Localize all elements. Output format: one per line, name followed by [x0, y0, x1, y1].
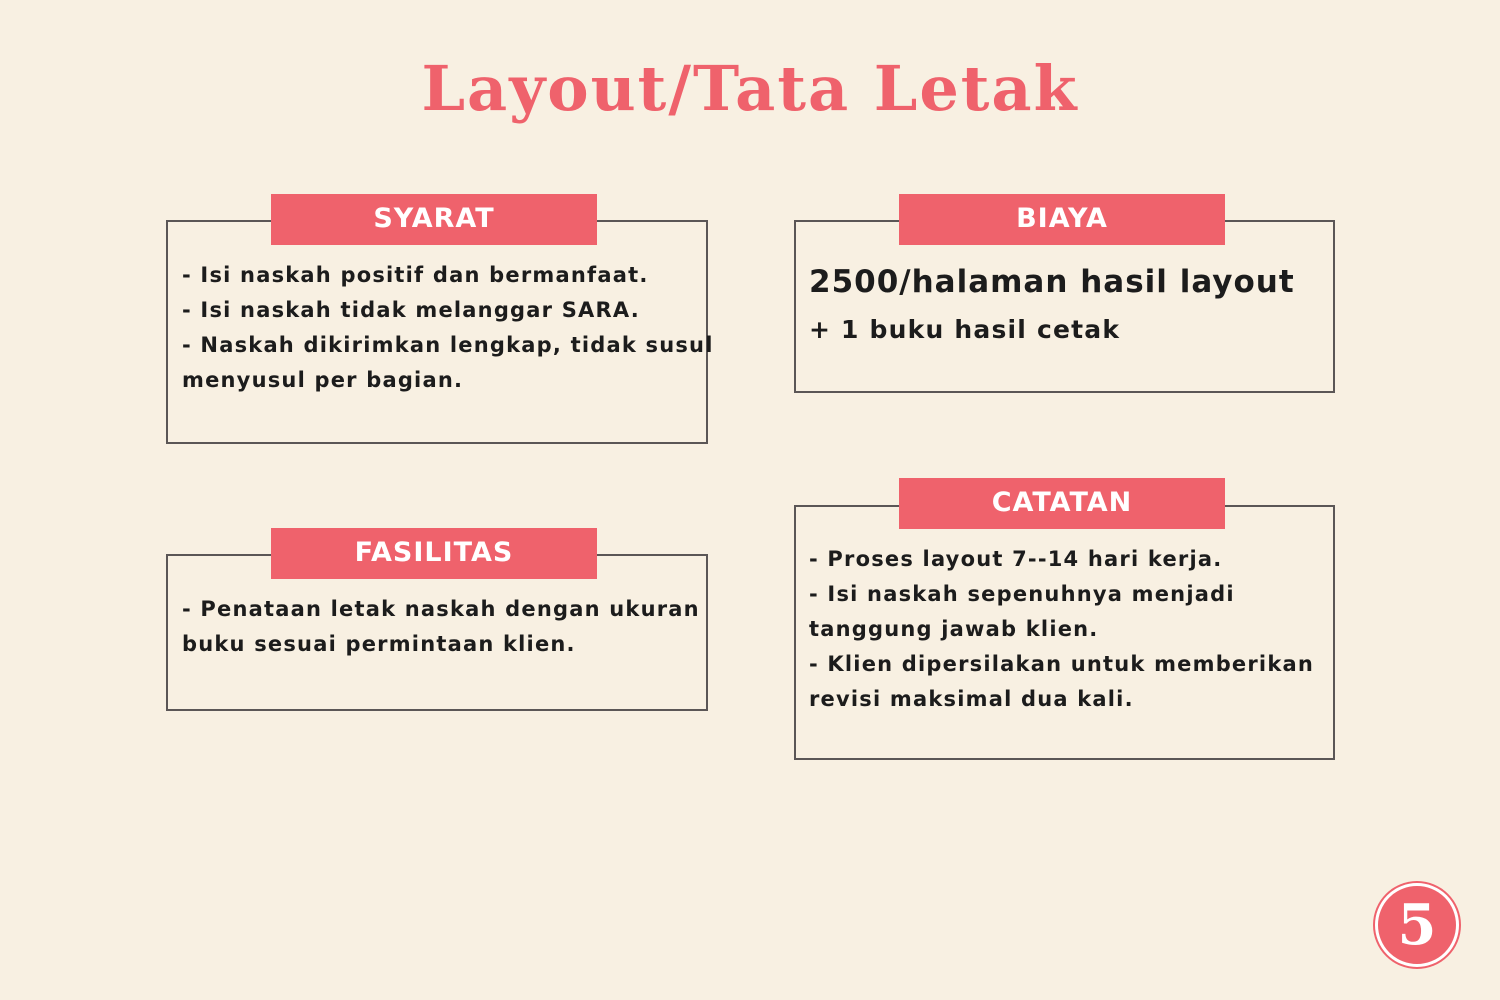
fasilitas-line: buku sesuai permintaan klien. — [182, 632, 576, 656]
catatan-line: tanggung jawab klien. — [809, 617, 1099, 641]
catatan-line: - Klien dipersilakan untuk memberikan — [809, 652, 1315, 676]
syarat-line: - Isi naskah positif dan bermanfaat. — [182, 263, 649, 287]
biaya-label: BIAYA — [899, 194, 1225, 245]
biaya-price: 2500/halaman hasil layout — [809, 264, 1295, 300]
syarat-text — [182, 258, 714, 398]
catatan-label: CATATAN — [899, 478, 1225, 529]
page-title: Layout/Tata Letak — [421, 52, 1079, 125]
page-number-badge: 5 — [1375, 883, 1459, 967]
catatan-line: - Proses layout 7--14 hari kerja. — [809, 547, 1223, 571]
syarat-line: menyusul per bagian. — [182, 368, 464, 392]
catatan-line: revisi maksimal dua kali. — [809, 687, 1134, 711]
syarat-line: - Isi naskah tidak melanggar SARA. — [182, 298, 640, 322]
fasilitas-text — [182, 592, 700, 662]
syarat-label: SYARAT — [271, 194, 597, 245]
biaya-text — [809, 262, 1295, 350]
catatan-line: - Isi naskah sepenuhnya menjadi — [809, 582, 1235, 606]
catatan-text — [809, 542, 1314, 717]
biaya-extra: + 1 buku hasil cetak — [809, 315, 1121, 344]
syarat-line: - Naskah dikirimkan lengkap, tidak susul — [182, 333, 714, 357]
fasilitas-label: FASILITAS — [271, 528, 597, 579]
fasilitas-line: - Penataan letak naskah dengan ukuran — [182, 597, 700, 621]
